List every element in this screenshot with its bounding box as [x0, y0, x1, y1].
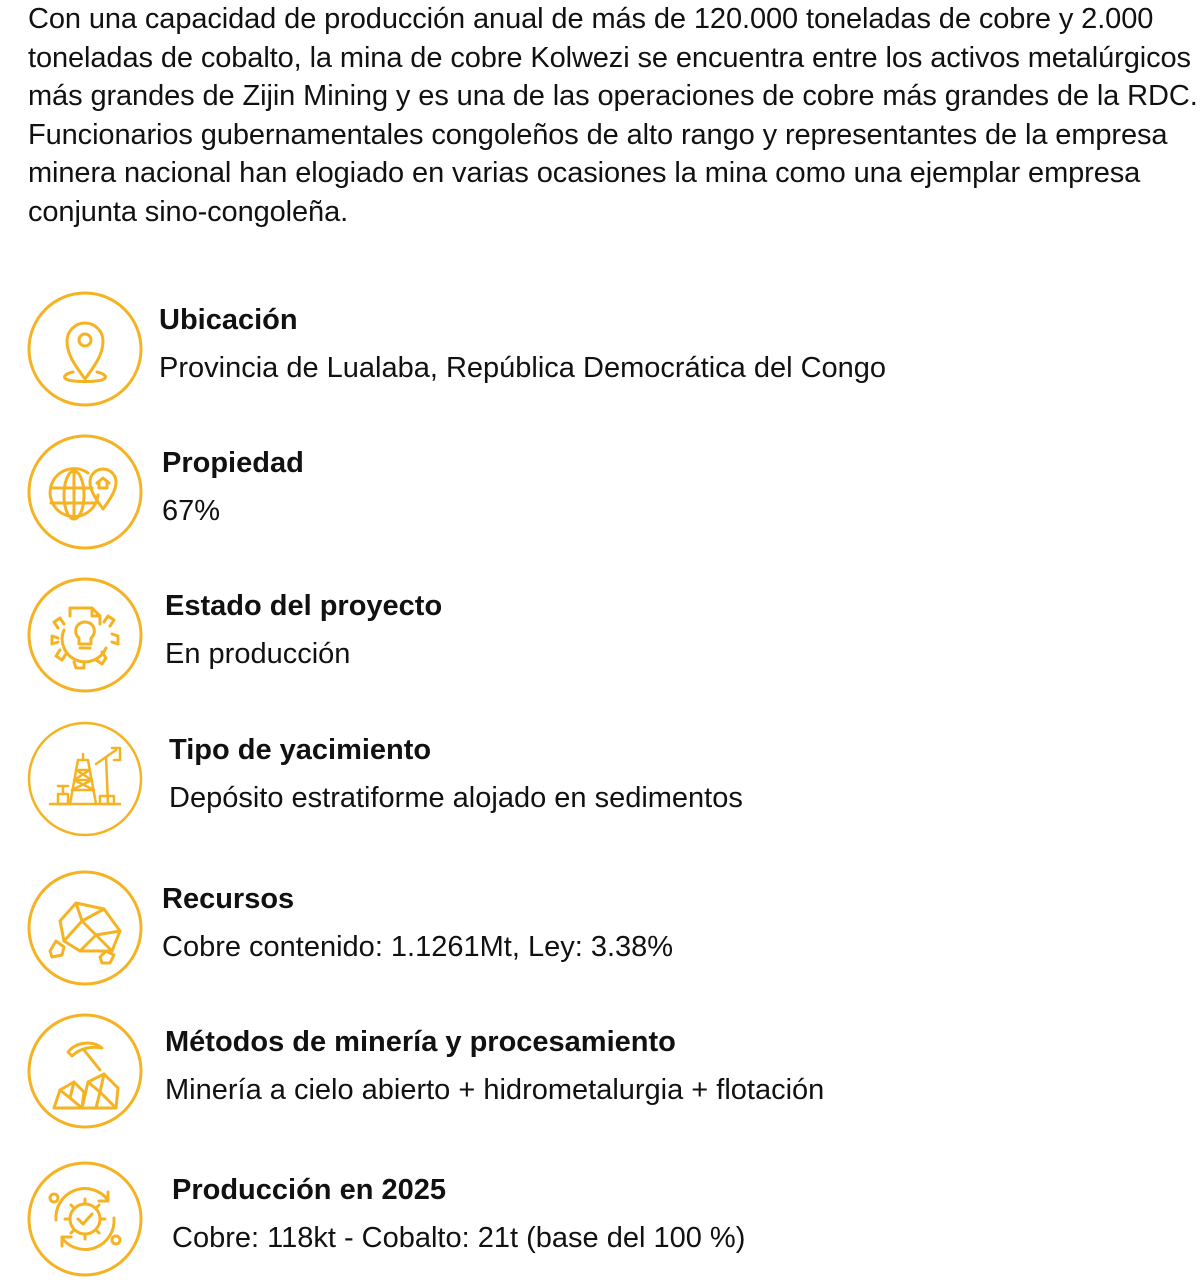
intro-paragraph: Con una capacidad de producción anual de más de 120.000 toneladas de cobre y 2.000 toneladas de cobalto, la mina de cobre Kolwezi se encuentra entre los activos metalúrgicos más grandes de Zijin Mining y es una de las operaciones de cobre más grandes de la RDC. Funcionarios gubernamentales congoleños de alto rango y representantes de la empresa minera nacional han elogiado en varias ocasiones la mina como una ejemplar empresa conjunta sino-congoleña.	[28, 3, 1198, 228]
fact-label: Ubicación	[159, 304, 298, 336]
fact-label: Producción en 2025	[172, 1174, 446, 1206]
fact-value: Cobre: 118kt - Cobalto: 21t (base del 100 %)	[172, 1222, 746, 1254]
location-pin-icon	[26, 290, 144, 408]
fact-value: Minería a cielo abierto + hidrometalurgia + flotación	[165, 1074, 825, 1106]
fact-resources	[26, 869, 1176, 987]
fact-value: Provincia de Lualaba, República Democrática del Congo	[159, 352, 887, 384]
fact-mining-methods	[26, 1012, 1176, 1130]
fact-value: En producción	[165, 638, 351, 670]
pickaxe-rocks-icon	[26, 1012, 144, 1130]
fact-deposit-type	[26, 720, 1176, 838]
fact-label: Métodos de minería y procesamiento	[165, 1026, 676, 1058]
fact-project-status	[26, 576, 1176, 694]
gear-check-cycle-icon	[26, 1160, 144, 1278]
ore-rocks-icon	[26, 869, 144, 987]
fact-value: Depósito estratiforme alojado en sedimentos	[169, 782, 743, 814]
fact-label: Tipo de yacimiento	[169, 734, 432, 766]
fact-location	[26, 290, 1176, 408]
fact-ownership	[26, 433, 1176, 551]
fact-label: Estado del proyecto	[165, 590, 443, 622]
fact-label: Recursos	[162, 883, 295, 915]
fact-value: Cobre contenido: 1.1261Mt, Ley: 3.38%	[162, 931, 674, 963]
fact-label: Propiedad	[162, 447, 304, 479]
fact-value: 67%	[162, 495, 221, 527]
gear-lightbulb-document-icon	[26, 576, 144, 694]
globe-home-pin-icon	[26, 433, 144, 551]
derrick-pump-jack-icon	[26, 720, 144, 838]
fact-production-2025	[26, 1160, 1176, 1278]
